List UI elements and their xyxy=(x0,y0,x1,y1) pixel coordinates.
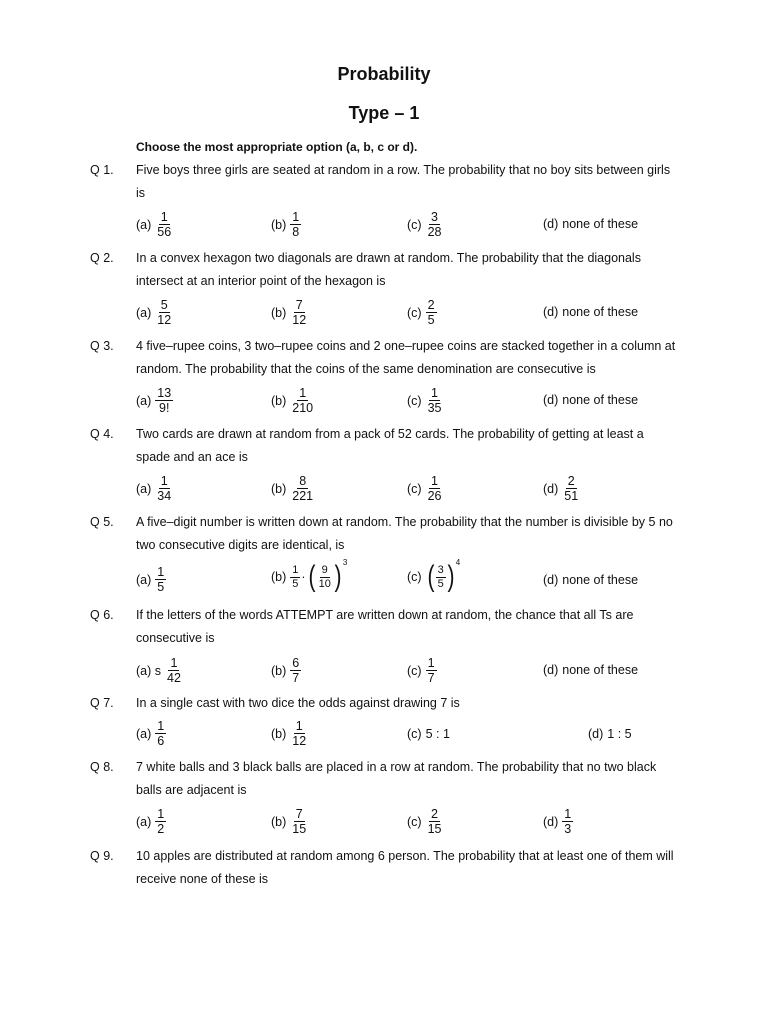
page-subtitle: Type – 1 xyxy=(348,103,420,123)
page-title: Probability xyxy=(337,64,431,84)
denominator: 2 xyxy=(157,822,165,837)
numerator: 1 xyxy=(427,656,435,670)
denominator: 3 xyxy=(564,822,572,837)
numerator: 7 xyxy=(295,298,303,312)
option-d xyxy=(543,305,638,319)
numerator: 1 xyxy=(431,386,438,400)
option-label: (d) xyxy=(543,217,559,231)
question-number: Q 2. xyxy=(90,251,114,265)
denominator: 28 xyxy=(427,225,442,240)
question-text-line: If the letters of the words ATTEMPT are written down at random, the chance that all Ts are xyxy=(136,608,634,622)
option-label: (a) xyxy=(136,726,152,741)
question-text-line: In a convex hexagon two diagonals are drawn at random. The probability that the diagonals xyxy=(136,251,641,265)
option-d xyxy=(543,474,580,504)
option-b xyxy=(271,558,348,593)
option-label: (b) xyxy=(271,217,287,232)
option-label: (c) xyxy=(407,481,422,496)
option-text: 5 : 1 xyxy=(425,727,450,741)
option-c xyxy=(407,386,443,416)
option-text: 1 : 5 xyxy=(607,727,632,741)
denominator: 7 xyxy=(292,671,300,686)
numerator: 1 xyxy=(564,807,572,821)
question-text-line: 4 five–rupee coins, 3 two–rupee coins and 2 one–rupee coins are stacked together in a column at xyxy=(136,339,676,353)
question-text-line: random. The probability that the coins of the same denomination are consecutive is xyxy=(136,362,596,376)
option-label: (b) xyxy=(271,726,287,741)
fraction xyxy=(155,474,173,504)
option-c xyxy=(407,558,461,593)
question-text-line: In a single cast with two dice the odds against drawing 7 is xyxy=(136,696,460,710)
question-number: Q 8. xyxy=(90,760,114,774)
denominator: 26 xyxy=(427,489,442,504)
fraction xyxy=(290,807,308,837)
denominator: 12 xyxy=(157,313,172,328)
option-d xyxy=(543,217,638,231)
question-text-line: two consecutive digits are identical, is xyxy=(136,538,345,552)
question-text-line: balls are adjacent is xyxy=(136,783,247,797)
option-label: (b) xyxy=(271,481,287,496)
fraction xyxy=(165,656,183,686)
denominator: 5 xyxy=(292,577,299,590)
question-number: Q 4. xyxy=(90,427,114,441)
option-label: (c) xyxy=(407,217,422,232)
question-text-line: 7 white balls and 3 black balls are placed in a row at random. The probability that no two black xyxy=(136,760,657,774)
option-d xyxy=(588,727,632,741)
option-text: none of these xyxy=(562,573,639,587)
option-a xyxy=(136,474,173,504)
question-text-line: spade and an ace is xyxy=(136,450,248,464)
option-label: (c) xyxy=(407,570,422,584)
option-b xyxy=(271,807,308,837)
denominator: 7 xyxy=(427,671,435,686)
numerator: 2 xyxy=(431,807,438,821)
fraction xyxy=(426,210,444,240)
option-label: (c) xyxy=(407,393,422,408)
option-label: (a) xyxy=(136,481,152,496)
exponent: 4 xyxy=(455,558,461,567)
fraction xyxy=(290,719,308,749)
numerator: 7 xyxy=(295,807,303,821)
denominator: 34 xyxy=(157,489,172,504)
option-label: (a) xyxy=(136,572,152,587)
instruction-text: Choose the most appropriate option (a, b, c or d). xyxy=(136,140,418,154)
fraction xyxy=(290,298,308,328)
question-number: Q 3. xyxy=(90,339,114,353)
question-text-line: A five–digit number is written down at random. The probability that the number is divisible by 5 no xyxy=(136,515,673,529)
denominator: 51 xyxy=(564,489,579,504)
fraction xyxy=(155,386,173,416)
denominator: 6 xyxy=(157,734,165,749)
fraction xyxy=(155,210,173,240)
option-label: (b) xyxy=(271,814,287,829)
numerator: 6 xyxy=(292,656,300,670)
fraction xyxy=(426,386,444,416)
question-number: Q 7. xyxy=(90,696,114,710)
option-label: (b) xyxy=(271,305,287,320)
question-text-line: Five boys three girls are seated at random in a row. The probability that no boy sits between girls xyxy=(136,163,671,177)
numerator: 1 xyxy=(157,807,165,821)
denominator: 15 xyxy=(292,822,307,837)
option-a xyxy=(136,807,166,837)
option-text: none of these xyxy=(562,663,639,677)
option-a xyxy=(136,210,173,240)
option-label: (a) xyxy=(136,217,152,232)
left-paren: ( xyxy=(427,560,435,593)
denominator: 210 xyxy=(292,401,314,416)
denominator: 9! xyxy=(159,401,170,416)
option-label: (a) xyxy=(136,305,152,320)
denominator: 5 xyxy=(157,580,165,595)
numerator: 1 xyxy=(299,386,307,400)
fraction xyxy=(426,656,437,686)
option-text: none of these xyxy=(562,305,639,319)
fraction xyxy=(155,298,173,328)
option-label: (a) xyxy=(136,814,152,829)
option-label: (d) xyxy=(543,481,559,496)
numerator: 1 xyxy=(170,656,178,670)
question-text-line: receive none of these is xyxy=(136,872,269,886)
option-c xyxy=(407,656,437,686)
denominator: 221 xyxy=(292,489,314,504)
numerator: 2 xyxy=(567,474,575,488)
question-text-line: 10 apples are distributed at random among 6 person. The probability that at least one of them will xyxy=(136,849,674,863)
numerator: 1 xyxy=(160,210,168,224)
fraction xyxy=(290,474,315,504)
numerator: 2 xyxy=(427,298,435,312)
fraction xyxy=(290,386,315,416)
numerator: 3 xyxy=(431,210,438,224)
option-label: (d) xyxy=(543,663,559,677)
option-a xyxy=(136,298,173,328)
option-b xyxy=(271,298,308,328)
option-b xyxy=(271,210,301,240)
fraction xyxy=(426,807,444,837)
fraction xyxy=(426,474,444,504)
left-paren: ( xyxy=(308,560,316,593)
option-text: none of these xyxy=(562,217,639,231)
option-a xyxy=(136,565,166,595)
option-c xyxy=(407,474,443,504)
option-label: (a) s xyxy=(136,663,161,678)
question-text-line: Two cards are drawn at random from a pack of 52 cards. The probability of getting at least a xyxy=(136,427,644,441)
numerator: 1 xyxy=(160,474,168,488)
numerator: 3 xyxy=(437,563,444,576)
fraction xyxy=(290,656,301,686)
option-b xyxy=(271,386,315,416)
numerator: 1 xyxy=(157,719,165,733)
question-number: Q 5. xyxy=(90,515,114,529)
option-label: (b) xyxy=(271,570,287,584)
option-label: (d) xyxy=(543,814,559,829)
option-a xyxy=(136,386,173,416)
denominator: 15 xyxy=(427,822,442,837)
option-c xyxy=(407,807,443,837)
option-label: (c) xyxy=(407,663,422,678)
fraction xyxy=(562,474,580,504)
numerator: 9 xyxy=(321,563,328,576)
denominator: 5 xyxy=(427,313,435,328)
option-label: (b) xyxy=(271,663,287,678)
fraction xyxy=(155,807,166,837)
option-label: (d) xyxy=(543,573,559,587)
option-label: (c) xyxy=(407,305,422,320)
numerator: 8 xyxy=(299,474,307,488)
denominator: 10 xyxy=(318,577,331,590)
option-a xyxy=(136,719,166,749)
numerator: 5 xyxy=(160,298,168,312)
option-text: none of these xyxy=(562,393,639,407)
fraction xyxy=(317,564,333,590)
option-label: (d) xyxy=(543,305,559,319)
denominator: 42 xyxy=(167,671,181,686)
option-b xyxy=(271,719,308,749)
question-text-line: consecutive is xyxy=(136,631,215,645)
fraction xyxy=(562,807,573,837)
question-text-line: intersect at an interior point of the hexagon is xyxy=(136,274,386,288)
option-c xyxy=(407,298,437,328)
option-b xyxy=(271,656,301,686)
fraction xyxy=(290,564,300,590)
option-a xyxy=(136,656,183,686)
fraction xyxy=(290,210,301,240)
numerator: 1 xyxy=(431,474,438,488)
numerator: 1 xyxy=(292,563,299,576)
denominator: 8 xyxy=(292,225,300,240)
option-label: (d) xyxy=(588,727,604,741)
denominator: 12 xyxy=(292,734,307,749)
numerator: 1 xyxy=(292,210,300,224)
denominator: 12 xyxy=(292,313,307,328)
numerator: 13 xyxy=(157,386,172,400)
right-paren: ) xyxy=(334,560,342,593)
option-c xyxy=(407,210,443,240)
numerator: 1 xyxy=(295,719,303,733)
option-c xyxy=(407,727,450,741)
question-number: Q 9. xyxy=(90,849,114,863)
fraction xyxy=(436,564,446,590)
option-label: (d) xyxy=(543,393,559,407)
denominator: 5 xyxy=(437,577,444,590)
option-d xyxy=(543,807,573,837)
option-label: (b) xyxy=(271,393,287,408)
fraction xyxy=(155,565,166,595)
multiply-dot: · xyxy=(301,570,306,584)
question-text-line: is xyxy=(136,186,146,200)
option-label: (a) xyxy=(136,393,152,408)
question-number: Q 1. xyxy=(90,163,114,177)
numerator: 1 xyxy=(157,565,165,579)
exponent: 3 xyxy=(342,558,348,567)
fraction xyxy=(155,719,166,749)
option-b xyxy=(271,474,315,504)
fraction xyxy=(426,298,437,328)
right-paren: ) xyxy=(447,560,455,593)
option-d xyxy=(543,393,638,407)
option-label: (c) xyxy=(407,814,422,829)
option-d xyxy=(543,573,638,587)
denominator: 35 xyxy=(427,401,442,416)
option-label: (c) xyxy=(407,727,422,741)
denominator: 56 xyxy=(157,225,172,240)
option-d xyxy=(543,663,638,677)
question-number: Q 6. xyxy=(90,608,114,622)
